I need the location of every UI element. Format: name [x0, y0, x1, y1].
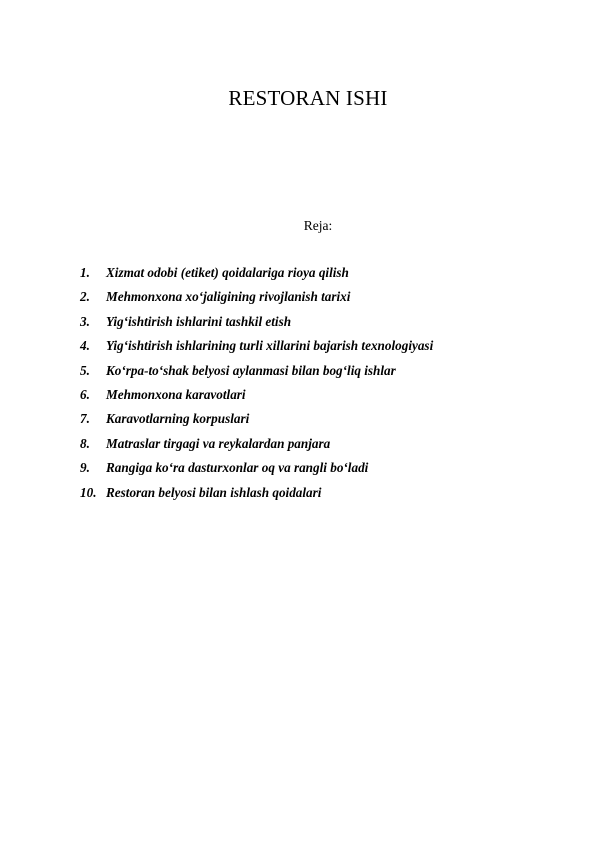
plan-item-number: 7. [80, 411, 90, 427]
plan-item [80, 485, 560, 509]
plan-item-text: Ko‘rpa-to‘shak belyosi aylanmasi bilan bog‘liq ishlar [106, 362, 396, 378]
plan-item-number: 3. [80, 313, 90, 329]
plan-item [80, 436, 560, 460]
plan-item [80, 338, 560, 362]
plan-list [80, 265, 560, 509]
plan-item [80, 411, 560, 435]
plan-item [80, 387, 560, 411]
plan-item [80, 314, 560, 338]
plan-heading: Reja: [303, 218, 333, 233]
plan-item-number: 4. [80, 338, 90, 354]
plan-item-number: 5. [80, 362, 90, 378]
plan-item-number: 8. [80, 435, 90, 451]
plan-item-text: Yig‘ishtirish ishlarini tashkil etish [106, 313, 292, 329]
document-title: RESTORAN ISHI [228, 86, 388, 110]
plan-item-text: Rangiga ko‘ra dasturxonlar oq va rangli bo‘ladi [106, 460, 369, 476]
plan-item [80, 265, 560, 289]
plan-item-text: Mehmonxona xo‘jaligining rivojlanish tarixi [106, 289, 351, 305]
plan-item-number: 9. [80, 460, 90, 476]
plan-item [80, 363, 560, 387]
plan-item-number: 10. [80, 484, 97, 500]
plan-item-text: Yig‘ishtirish ishlarining turli xillarini bajarish texnologiyasi [106, 338, 434, 354]
plan-item-text: Matraslar tirgagi va reykalardan panjara [106, 435, 331, 451]
plan-item-text: Karavotlarning korpuslari [106, 411, 250, 427]
plan-item-text: Restoran belyosi bilan ishlash qoidalari [106, 484, 322, 500]
plan-item-text: Mehmonxona karavotlari [106, 386, 246, 402]
plan-item-text: Xizmat odobi (etiket) qoidalariga rioya qilish [106, 265, 349, 280]
plan-item-number: 2. [80, 289, 90, 305]
plan-item-number: 1. [80, 265, 90, 280]
plan-item [80, 289, 560, 313]
plan-item [80, 460, 560, 484]
plan-item-number: 6. [80, 386, 90, 402]
